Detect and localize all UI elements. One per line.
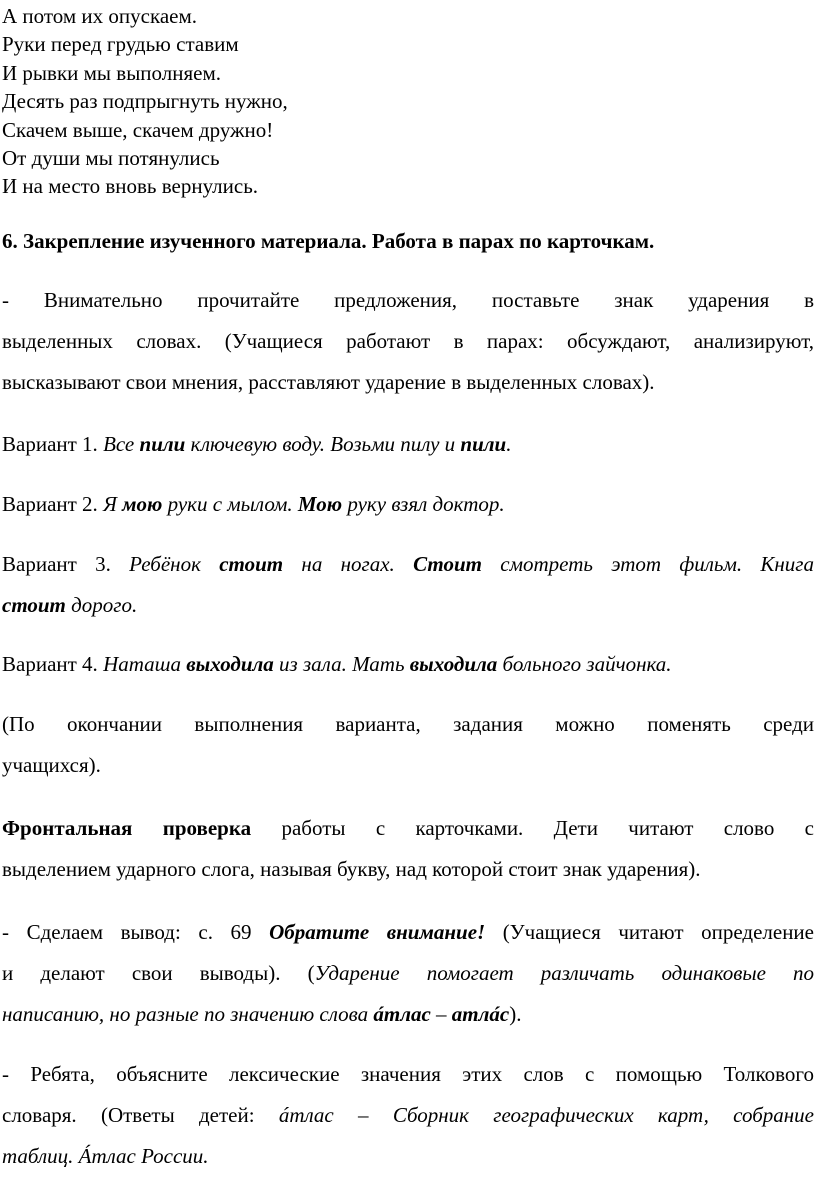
conclusion-text: (Учащиеся читают определение [485, 920, 814, 944]
stress-word: атлáс [451, 1002, 510, 1026]
variant-label: Вариант 3. [2, 552, 130, 576]
poem-line: И рывки мы выполняем. [2, 60, 222, 85]
variant-text: . [506, 432, 512, 456]
variant-line [2, 544, 814, 585]
conclusion-text: ). [509, 1002, 522, 1026]
conclusion-dash: – [430, 1002, 452, 1026]
conclusion-rule: Ударение помогает различать одинаковые по [314, 961, 814, 985]
section-heading: 6. Закрепление изученного материала. Работа в парах по карточкам. [2, 229, 655, 253]
stress-word: пили [139, 432, 186, 456]
variant-text: руки с мылом. [162, 492, 298, 516]
stress-word: Мою [297, 492, 343, 516]
conclusion-text: - Сделаем вывод: с. 69 [2, 920, 270, 944]
stress-word: выходила [186, 652, 274, 676]
conclusion-line [2, 912, 814, 953]
variant-1 [2, 424, 814, 465]
variant-2 [2, 484, 814, 525]
variant-text: из зала. Мать [273, 652, 410, 676]
poem-line: Скачем выше, скачем дружно! [2, 117, 274, 142]
instruction-paragraph [2, 280, 814, 403]
frontal-line: выделением ударного слога, называя букву, над которой стоит знак ударения). [2, 857, 701, 881]
poem-line: От души мы потянулись [2, 146, 220, 171]
stress-word: пили [460, 432, 507, 456]
stress-word: выходила [409, 652, 498, 676]
stress-word: стоит [2, 593, 66, 617]
stress-word: мою [122, 492, 163, 516]
frontal-check-paragraph [2, 808, 814, 890]
poem-line: Десять раз подпрыгнуть нужно, [2, 89, 288, 114]
variant-text: Я [103, 492, 123, 516]
poem-line: Руки перед грудью ставим [2, 32, 239, 57]
variant-text: ключевую воду. Возьми пилу и [185, 432, 461, 456]
variant-label: Вариант 4. [2, 652, 104, 676]
explain-text: словаря. (Ответы детей: [2, 1103, 279, 1127]
explain-answer: áтлас – Сборник географических карт, собрание [278, 1103, 814, 1127]
instruction-line: - Внимательно прочитайте предложения, поставьте знак ударения в [2, 288, 814, 312]
instruction-line: выделенных словах. (Учащиеся работают в парах: обсуждают, анализируют, [2, 329, 814, 353]
note-paragraph [2, 704, 814, 786]
explain-line [2, 1095, 814, 1136]
frontal-check-title: Фронтальная проверка [2, 816, 252, 840]
variant-text: Ребёнок [129, 552, 220, 576]
frontal-line [2, 808, 814, 849]
variant-text: смотреть этот фильм. Книга [482, 552, 814, 576]
variant-line [2, 585, 814, 626]
conclusion-line [2, 994, 814, 1035]
note-line: (По окончании выполнения варианта, задания можно поменять среди [2, 712, 814, 736]
attention-note: Обратите внимание! [269, 920, 486, 944]
explain-line: - Ребята, объясните лексические значения этих слов с помощью Толкового [2, 1062, 814, 1086]
instruction-line: высказывают свои мнения, расставляют ударение в выделенных словах). [2, 370, 655, 394]
variant-text: Наташа [103, 652, 187, 676]
stress-word: Стоит [413, 552, 482, 576]
conclusion-text: и делают свои выводы). ( [2, 961, 315, 985]
explain-answer: таблиц. Áтлас России. [2, 1144, 209, 1168]
variant-4 [2, 644, 814, 685]
variant-text: Все [103, 432, 140, 456]
variant-label: Вариант 1. [2, 432, 104, 456]
conclusion-rule: написанию, но разные по значению слова [2, 1002, 374, 1026]
conclusion-paragraph [2, 912, 814, 1035]
poem-line: И на место вновь вернулись. [2, 174, 259, 199]
explain-paragraph [2, 1054, 814, 1177]
stress-word: áтлас [373, 1002, 431, 1026]
variant-text: руку взял доктор. [342, 492, 505, 516]
poem-line: А потом их опускаем. [2, 4, 198, 28]
poem [2, 2, 288, 201]
variant-text: дорого. [65, 593, 138, 617]
note-line: учащихся). [2, 753, 101, 777]
stress-word: стоит [219, 552, 284, 576]
variant-text: на ногах. [283, 552, 414, 576]
explain-line [2, 1136, 814, 1177]
frontal-text: работы с карточками. Дети читают слово с [251, 816, 814, 840]
variant-text: больного зайчонка. [497, 652, 672, 676]
variant-3 [2, 544, 814, 626]
variant-label: Вариант 2. [2, 492, 104, 516]
conclusion-line [2, 953, 814, 994]
